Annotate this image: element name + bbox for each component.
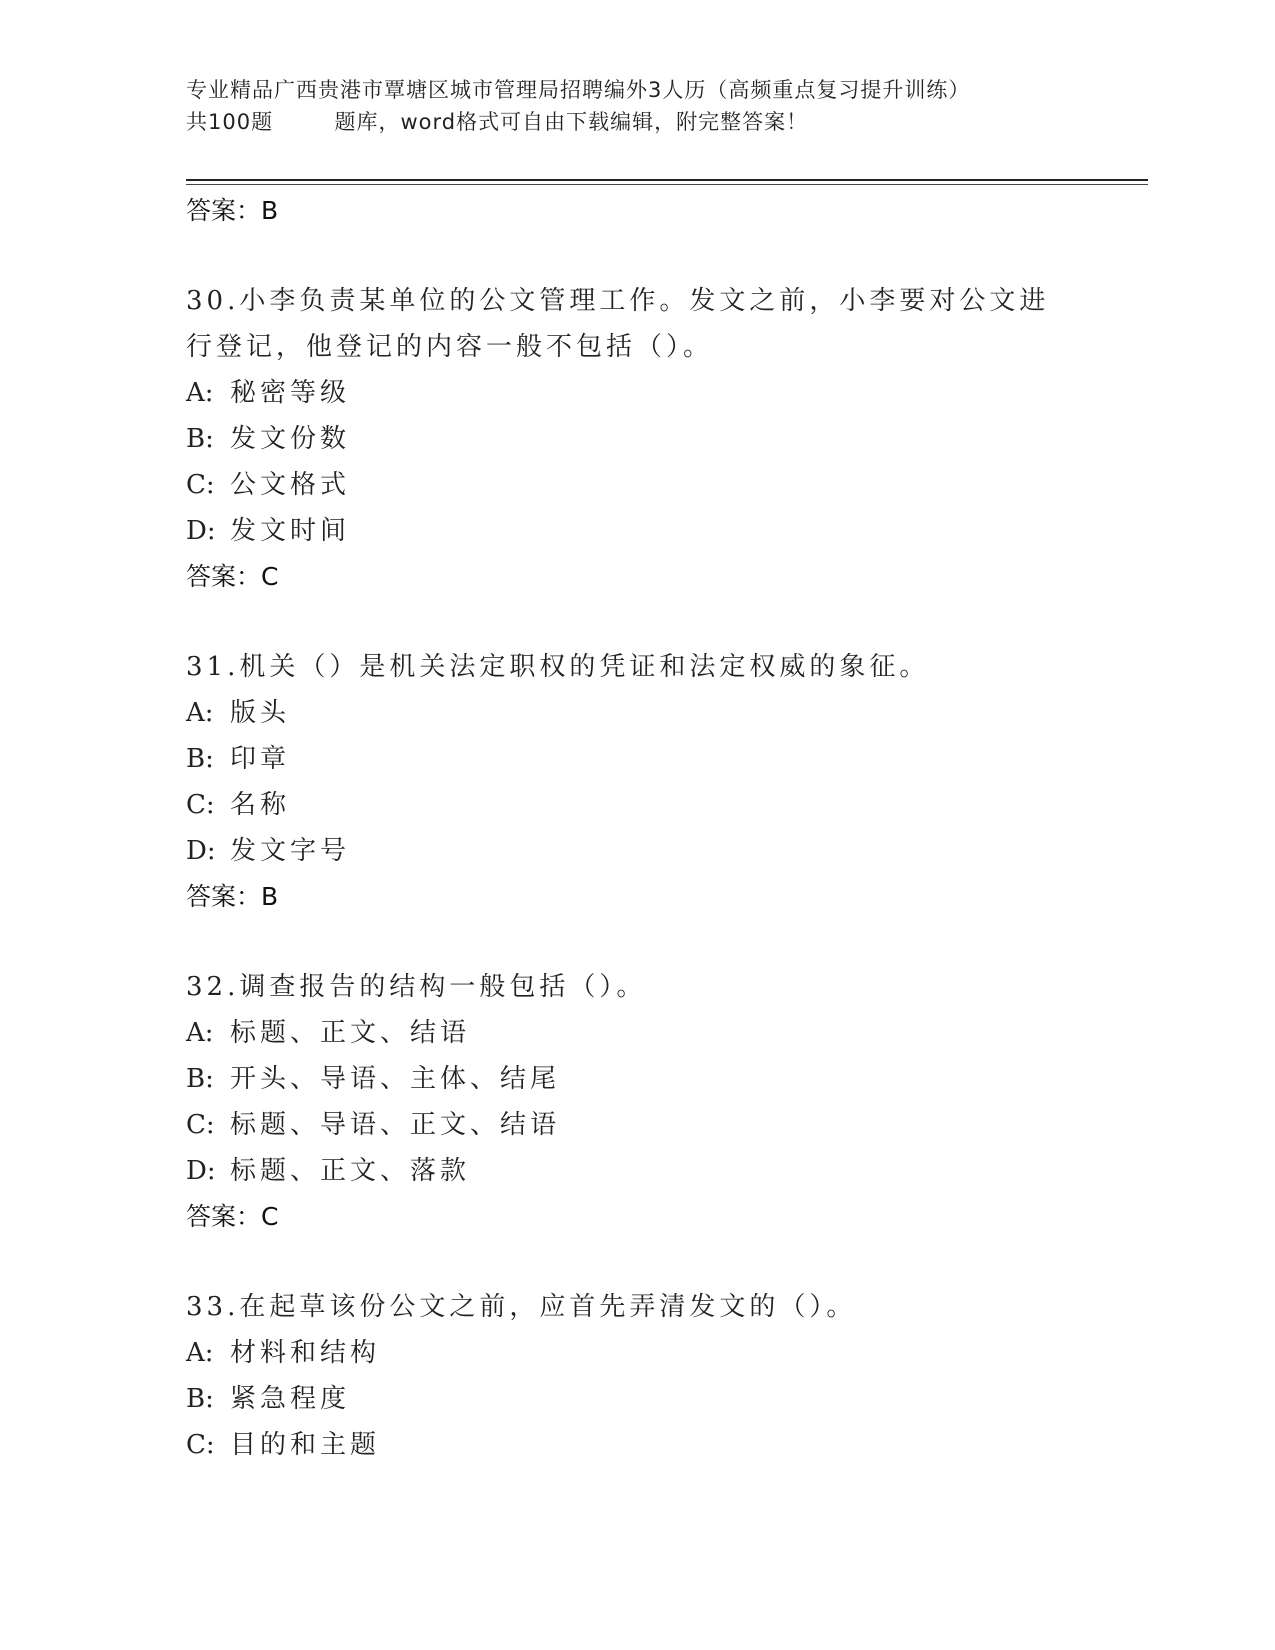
question-32: [186, 964, 1086, 1240]
option-b: [186, 736, 1086, 782]
option-text: 公文格式: [230, 470, 351, 500]
option-a: [186, 1010, 1086, 1056]
option-b: [186, 416, 1086, 462]
option-text: 标题、正文、结语: [230, 1018, 471, 1048]
question-text: 31.机关（）是机关法定职权的凭证和法定权威的象征。: [186, 652, 930, 682]
option-text: 标题、导语、正文、结语: [230, 1110, 561, 1140]
question-31: [186, 644, 1086, 920]
option-text: 开头、导语、主体、结尾: [230, 1064, 561, 1094]
option-text: 秘密等级: [230, 378, 351, 408]
question-text: 33.在起草该份公文之前，应首先弄清发文的（）。: [186, 1292, 857, 1322]
option-letter: D:: [186, 836, 216, 866]
header-divider-thick: [186, 179, 1148, 181]
question-text: 30.小李负责某单位的公文管理工作。发文之前，小李要对公文进行登记，他登记的内容一般不包括（）。: [186, 286, 1050, 362]
header-title-line2: 共100题 题库，word格式可自由下载编辑，附完整答案！: [186, 110, 809, 134]
option-c: [186, 1102, 1086, 1148]
option-text: 标题、正文、落款: [230, 1156, 471, 1186]
option-text: 印章: [230, 744, 291, 774]
option-letter: C:: [186, 1110, 215, 1140]
option-text: 发文字号: [230, 836, 351, 866]
option-letter: A:: [186, 378, 214, 408]
option-a: [186, 1330, 1086, 1376]
question-text: 32.调查报告的结构一般包括（）。: [186, 972, 647, 1002]
option-c: [186, 782, 1086, 828]
option-c: [186, 1422, 1086, 1468]
option-letter: B:: [186, 1064, 214, 1094]
option-a: [186, 370, 1086, 416]
option-text: 材料和结构: [230, 1338, 381, 1368]
option-b: [186, 1376, 1086, 1422]
option-d: [186, 508, 1086, 554]
header-divider-thin: [186, 184, 1148, 185]
option-letter: C:: [186, 790, 215, 820]
answer-label: 答案：C: [186, 1202, 279, 1231]
question-list: [186, 188, 1086, 1468]
option-c: [186, 462, 1086, 508]
page-header: [186, 74, 1146, 138]
option-letter: B:: [186, 1384, 214, 1414]
option-text: 名称: [230, 790, 291, 820]
option-d: [186, 1148, 1086, 1194]
option-letter: A:: [186, 1018, 214, 1048]
question-30: [186, 278, 1086, 600]
option-letter: D:: [186, 516, 216, 546]
header-title-line1: 专业精品广西贵港市覃塘区城市管理局招聘编外3人历（高频重点复习提升训练）: [186, 78, 971, 102]
option-letter: C:: [186, 1430, 215, 1460]
option-letter: D:: [186, 1156, 216, 1186]
option-text: 发文份数: [230, 424, 351, 454]
option-text: 版头: [230, 698, 291, 728]
option-a: [186, 690, 1086, 736]
answer-label-29: 答案：B: [186, 196, 279, 225]
answer-label: 答案：B: [186, 882, 279, 911]
option-b: [186, 1056, 1086, 1102]
option-letter: B:: [186, 424, 214, 454]
question-33: [186, 1284, 1086, 1468]
option-letter: A:: [186, 1338, 214, 1368]
option-text: 发文时间: [230, 516, 351, 546]
option-letter: C:: [186, 470, 215, 500]
option-text: 紧急程度: [230, 1384, 351, 1414]
option-text: 目的和主题: [230, 1430, 381, 1460]
option-letter: B:: [186, 744, 214, 774]
answer-label: 答案：C: [186, 562, 279, 591]
option-letter: A:: [186, 698, 214, 728]
option-d: [186, 828, 1086, 874]
